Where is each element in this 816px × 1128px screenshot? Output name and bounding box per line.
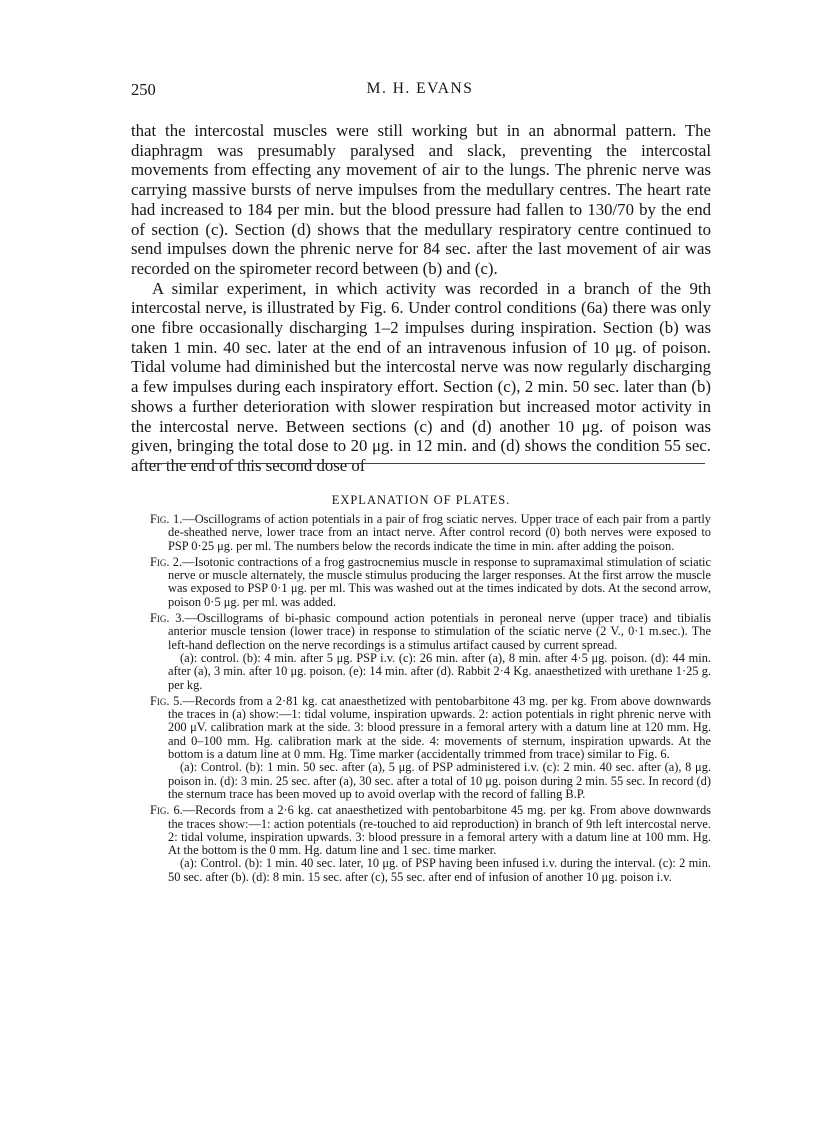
plate-legends (150, 513, 711, 887)
legend-fig-1-text: —Oscillograms of action potentials in a pair of frog sciatic nerves. Upper trace of each pair from a partly de-sheathed nerve, lower trace from an intact nerve. After control record (0) both nerves were exposed to PSP 0·25 μg. per ml. The numbers below the records indicate the time in min. after adding the poison. (168, 512, 711, 553)
legend-fig-3-sub: (a): control. (b): 4 min. after 5 μg. PSP i.v. (c): 26 min. after (a), 8 min. after 4·5 μg. poison. (d): 44 min. after (a), 3 min. after 10 μg. poison. (e): 14 min. after (d). Rabbit 2·4 Kg. anaesthetized with urethane 1·25 g. per kg. (168, 650, 711, 692)
legend-fig-2 (150, 556, 711, 609)
legend-fig-6-sub: (a): Control. (b): 1 min. 40 sec. later, 10 μg. of PSP having been infused i.v. during the interval. (c): 2 min. 50 sec. after (b). (d): 8 min. 15 sec. after (c), 55 sec. after end of infusion of another 10 μg. poison i.v. (168, 856, 711, 884)
legend-fig-5-label: Fig. 5. (150, 693, 183, 708)
legend-fig-5-sub: (a): Control. (b): 1 min. 50 sec. after (a), 5 μg. of PSP administered i.v. (c): 2 min. 40 sec. after (a), 8 μg. poison in. (d): 3 min. 25 sec. after (a), 30 sec. after a total of 10 μg. poison during 2 min. 55 sec. In record (d) the sternum trace has been moved up to avoid overlap with the record of falling B.P. (168, 760, 711, 801)
legend-fig-2-text: —Isotonic contractions of a frog gastrocnemius muscle in response to supramaximal stimulation of sciatic nerve or muscle alternately, the muscle stimulus producing the larger responses. At the first arrow the muscle was exposed to PSP 0·1 μg. per ml. This was washed out at the times indicated by dots. At the second arrow, poison 0·5 μg. per ml. was added. (168, 554, 711, 609)
body-text (131, 121, 711, 476)
body-paragraph-1: that the intercostal muscles were still working but in an abnormal pattern. The diaphragm was presumably paralysed and slack, preventing the intercostal movements from effecting any movement of air to the lungs. The phrenic nerve was carrying massive bursts of nerve impulses from the medullary centres. The heart rate had increased to 184 per min. but the blood pressure had fallen to 130/70 by the end of section (c). Section (d) shows that the medullary respiratory centre continued to send impulses down the phrenic nerve for 84 sec. after the last movement of air was recorded on the spirometer record between (b) and (c). (131, 121, 711, 278)
legend-fig-1 (150, 513, 711, 553)
legend-fig-6-text: —Records from a 2·6 kg. cat anaesthetized with pentobarbitone 45 mg. per kg. From above downwards the traces show:—1: action potentials (re-touched to aid reproduction) in branch of 9th left intercostal nerve. 2: tidal volume, inspiration upwards. 3: blood pressure in a femoral artery with a datum line at 100 mm. Hg. At the bottom is the 0 mm. Hg. datum line and 1 sec. time marker. (168, 803, 711, 858)
legend-fig-6-label: Fig. 6. (150, 803, 183, 818)
legend-fig-1-label: Fig. 1. (150, 512, 183, 526)
page-header (131, 80, 709, 104)
section-divider (140, 463, 705, 464)
legend-fig-3 (150, 612, 711, 692)
legend-fig-5-text: —Records from a 2·81 kg. cat anaesthetized with pentobarbitone 43 mg. per kg. From above downwards the traces in (a) show:—1: tidal volume, inspiration upwards. 2: action potentials in right phrenic nerve with 200 μV. calibration mark at the side. 3: blood pressure in a femoral artery with a datum line at 120 mm. Hg. and 0–100 mm. Hg. calibration mark at the side. 4: movements of sternum, inspiration upwards. At the bottom is a datum line at 0 mm. Hg. Time marker (accidentally trimmed from trace) similar to Fig. 6. (168, 693, 711, 762)
legend-fig-6 (150, 804, 711, 884)
running-head: M. H. EVANS (366, 80, 474, 97)
legend-fig-5 (150, 695, 711, 801)
legend-fig-3-text: —Oscillograms of bi-phasic compound action potentials in peroneal nerve (upper trace) and tibialis anterior muscle tension (lower trace) in response to stimulation of the sciatic nerve (2 V., 0·1 m.sec.). The left-hand deflection on the nerve recordings is a stimulus artifact caused by current spread. (168, 611, 711, 652)
page-number: 250 (131, 80, 156, 99)
explanation-title: EXPLANATION OF PLATES. (331, 493, 511, 507)
legend-fig-2-label: Fig. 2. (150, 554, 183, 569)
legend-fig-3-label: Fig. 3. (150, 611, 185, 626)
body-paragraph-2: A similar experiment, in which activity was recorded in a branch of the 9th intercostal nerve, is illustrated by Fig. 6. Under control conditions (6a) there was only one fibre occasionally discharging 1–2 impulses during inspiration. Section (b) was taken 1 min. 40 sec. later at the end of an intravenous infusion of 10 μg. of poison. Tidal volume had diminished but the intercostal nerve was now regularly discharging a few impulses during each inspiratory effort. Section (c), 2 min. 50 sec. later than (b) shows a further deterioration with slower respiration but increased motor activity in the intercostal nerve. Between sections (c) and (d) another 10 μg. of poison was given, bringing the total dose to 20 μg. in 12 min. and (d) shows the condition 55 sec. after the end of this second dose of (131, 278, 711, 475)
